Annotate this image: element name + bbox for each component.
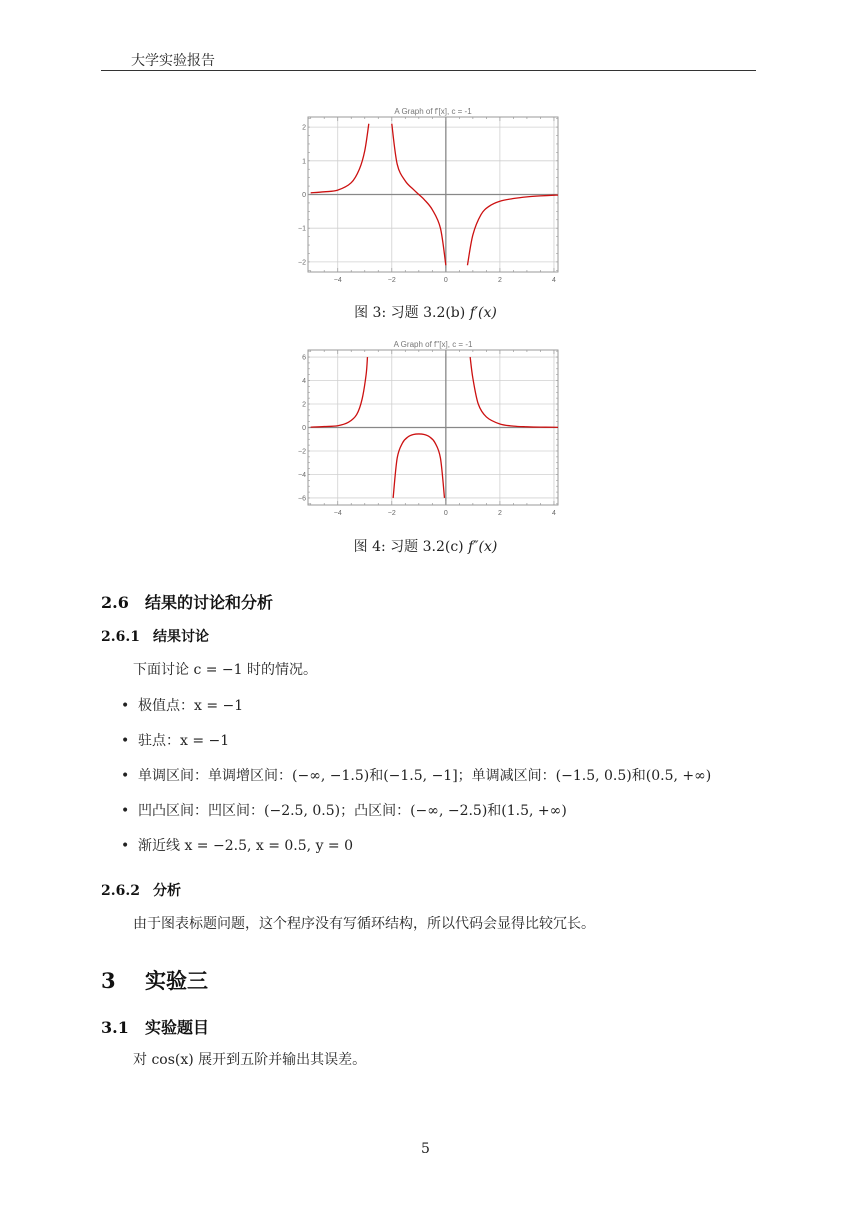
x-tick-label: 4 (551, 510, 556, 517)
data-series-line (311, 357, 368, 427)
x-tick-label: 0 (443, 510, 448, 517)
section-number: 2.6.1 (101, 629, 140, 645)
figure-4 (298, 338, 563, 523)
y-tick-label: −2 (298, 259, 306, 267)
y-tick-label: 2 (302, 124, 306, 132)
section-heading-3-1 (101, 1015, 209, 1038)
section-heading-3 (101, 965, 208, 995)
chart-f-double-prime (298, 338, 563, 523)
list-item (121, 730, 229, 750)
x-tick-label: −2 (387, 277, 396, 284)
y-tick-label: 0 (302, 192, 306, 199)
y-tick-label: −1 (298, 225, 306, 233)
section-title: 结果的讨论和分析 (145, 593, 274, 612)
caption-prefix: 图 3: 习题 3.2(b) (354, 305, 466, 321)
section-title: 实验题目 (145, 1018, 210, 1037)
y-tick-label: −2 (298, 448, 306, 456)
y-tick-label: 0 (302, 425, 306, 432)
y-tick-label: 1 (302, 158, 306, 166)
paragraph-analysis: 由于图表标题问题，这个程序没有写循环结构，所以代码会显得比较冗长。 (133, 916, 595, 932)
list-item-text: 单调区间：单调增区间：(−∞, −1.5)和(−1.5, −1]；单调减区间：(−1.5, 0.5)和(0.5, +∞) (138, 768, 712, 784)
y-tick-label: 4 (302, 378, 306, 386)
running-header (101, 50, 756, 71)
bullet-icon: • (121, 698, 130, 714)
section-title: 实验三 (145, 969, 208, 993)
list-item (121, 695, 243, 715)
bullet-icon: • (121, 733, 130, 749)
section-title: 分析 (153, 883, 181, 899)
bullet-icon: • (121, 838, 130, 854)
data-series-line (467, 195, 558, 265)
caption-math: f′(x) (469, 305, 497, 321)
paragraph-task: 对 cos(x) 展开到五阶并输出其误差。 (133, 1052, 367, 1068)
x-tick-label: 4 (551, 277, 556, 284)
chart-title: A Graph of f'[x], c = -1 (394, 107, 472, 116)
y-tick-label: 6 (302, 354, 306, 362)
header-title: 大学实验报告 (131, 53, 215, 69)
chart-title: A Graph of f''[x], c = -1 (393, 340, 473, 349)
bullet-icon: • (121, 768, 130, 784)
section-number: 3 (101, 968, 116, 993)
caption-prefix: 图 4: 习题 3.2(c) (353, 539, 464, 555)
bullet-icon: • (121, 803, 130, 819)
caption-math: f″(x) (468, 539, 498, 555)
data-series-line (393, 434, 444, 498)
y-tick-label: −6 (298, 495, 306, 503)
paragraph-intro: 下面讨论 c = −1 时的情况。 (133, 662, 318, 678)
x-tick-label: 2 (497, 510, 502, 517)
data-series-line (470, 357, 558, 427)
y-tick-label: 2 (302, 401, 306, 409)
section-number: 2.6.2 (101, 883, 140, 899)
section-heading-2-6 (101, 590, 273, 613)
list-item (121, 765, 711, 785)
figure-4-caption (0, 536, 851, 556)
x-tick-label: −4 (333, 277, 342, 284)
x-tick-label: −4 (333, 510, 342, 517)
data-series-line (311, 124, 369, 193)
x-tick-label: 2 (497, 277, 502, 284)
x-tick-label: −2 (387, 510, 396, 517)
section-heading-2-6-2 (101, 880, 181, 900)
section-number: 3.1 (101, 1018, 129, 1037)
y-tick-label: −4 (298, 471, 306, 479)
list-item-text: 驻点：x = −1 (138, 733, 230, 749)
x-tick-label: 0 (443, 277, 448, 284)
page-number: 5 (421, 1141, 430, 1157)
section-title: 结果讨论 (153, 629, 209, 645)
section-heading-2-6-1 (101, 626, 209, 646)
list-item-text: 渐近线 x = −2.5, x = 0.5, y = 0 (138, 838, 354, 854)
chart-f-prime (298, 105, 563, 290)
list-item-text: 极值点：x = −1 (138, 698, 244, 714)
list-item-text: 凹凸区间：凹区间：(−2.5, 0.5)；凸区间：(−∞, −2.5)和(1.5, +∞) (138, 803, 567, 819)
section-number: 2.6 (101, 593, 129, 612)
figure-3-caption (0, 302, 851, 322)
figure-3 (298, 105, 563, 290)
list-item (121, 835, 353, 855)
list-item (121, 800, 567, 820)
